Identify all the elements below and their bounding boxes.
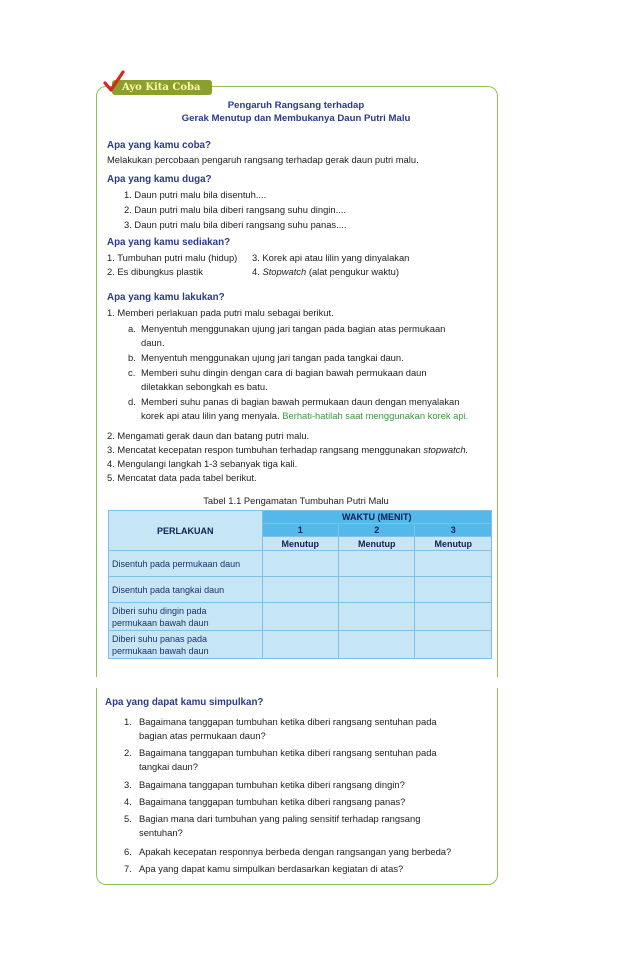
simpulkan-num: 6.: [124, 846, 132, 857]
sub-label: a.: [128, 323, 136, 334]
minute-header: 2: [339, 524, 415, 537]
table-cell: [262, 551, 338, 577]
minute-header: 3: [415, 524, 492, 537]
sub-text: Memberi suhu dingin dengan cara di bagian bawah permukaan daun: [141, 367, 427, 378]
simpulkan-num: 7.: [124, 863, 132, 874]
simpulkan-num: 2.: [124, 747, 132, 758]
table-cell: [415, 551, 492, 577]
table-cell: [339, 603, 415, 631]
table-cell: [262, 577, 338, 603]
activity-tab: [112, 80, 212, 95]
heading-duga: Apa yang kamu duga?: [107, 174, 212, 185]
simpulkan-text: Bagaimana tanggapan tumbuhan ketika diberi rangsang sentuhan pada: [139, 716, 437, 727]
warning-text: Berhati-hatilah saat menggunakan korek api.: [282, 410, 469, 421]
simpulkan-text: Bagaimana tanggapan tumbuhan ketika diberi rangsang panas?: [139, 796, 406, 807]
table-cell: [262, 631, 338, 659]
table-row: [109, 551, 492, 577]
row-label: Disentuh pada tangkai daun: [109, 577, 263, 603]
table-cell: [415, 577, 492, 603]
group-header-waktu: WAKTU (MENIT): [262, 511, 491, 524]
simpulkan-text: Apakah kecepatan responnya berbeda dengan rangsangan yang berbeda?: [139, 846, 452, 857]
simpulkan-text: tangkai daun?: [139, 761, 198, 772]
lakukan-item-5: 5. Mencatat data pada tabel berikut.: [107, 472, 257, 483]
simpulkan-text: Apa yang dapat kamu simpulkan berdasarkan kegiatan di atas?: [139, 863, 404, 874]
tab-label: Ayo Kita Coba: [122, 82, 201, 93]
table-cell: [262, 603, 338, 631]
observation-table: [108, 510, 492, 659]
sediakan-item: 1. Tumbuhan putri malu (hidup): [107, 252, 238, 263]
col-header-perlakuan: PERLAKUAN: [109, 511, 263, 551]
sediakan-item: 2. Es dibungkus plastik: [107, 266, 203, 277]
simpulkan-num: 4.: [124, 796, 132, 807]
row-label: Disentuh pada permukaan daun: [109, 551, 263, 577]
sediakan-item: 4. Stopwatch (alat pengukur waktu): [252, 266, 399, 277]
sub-text: daun.: [141, 337, 165, 348]
duga-item: 2. Daun putri malu bila diberi rangsang suhu dingin....: [124, 204, 347, 215]
sub-label: b.: [128, 352, 136, 363]
duga-item: 3. Daun putri malu bila diberi rangsang suhu panas....: [124, 219, 347, 230]
table-cell: [339, 551, 415, 577]
simpulkan-text: sentuhan?: [139, 827, 183, 838]
heading-lakukan: Apa yang kamu lakukan?: [107, 292, 225, 303]
sediakan-item: 3. Korek api atau lilin yang dinyalakan: [252, 252, 410, 263]
table-cell: [339, 577, 415, 603]
row-label: Diberi suhu panas pada permukaan bawah daun: [109, 631, 263, 659]
minute-header: 1: [262, 524, 338, 537]
sub-text: diletakkan sebongkah es batu.: [141, 381, 268, 392]
duga-item: 1. Daun putri malu bila disentuh....: [124, 189, 267, 200]
simpulkan-text: bagian atas permukaan daun?: [139, 730, 266, 741]
sub-header: Menutup: [339, 537, 415, 551]
table-row: [109, 603, 492, 631]
simpulkan-num: 1.: [124, 716, 132, 727]
simpulkan-text: Bagaimana tanggapan tumbuhan ketika diberi rangsang sentuhan pada: [139, 747, 437, 758]
simpulkan-num: 5.: [124, 813, 132, 824]
simpulkan-text: Bagaimana tanggapan tumbuhan ketika diberi rangsang dingin?: [139, 779, 405, 790]
simpulkan-text: Bagian mana dari tumbuhan yang paling sensitif terhadap rangsang: [139, 813, 421, 824]
title-line-1: Pengaruh Rangsang terhadap: [227, 100, 365, 111]
lakukan-item-3: 3. Mencatat kecepatan respon tumbuhan terhadap rangsang menggunakan stopwatch.: [107, 444, 469, 455]
sub-text: korek api atau lilin yang menyala. Berhati-hatilah saat menggunakan korek api.: [141, 410, 469, 421]
sub-text: Menyentuh menggunakan ujung jari tangan pada tangkai daun.: [141, 352, 404, 363]
lakukan-item-2: 2. Mengamati gerak daun dan batang putri malu.: [107, 430, 310, 441]
table-cell: [415, 631, 492, 659]
sub-label: d.: [128, 396, 136, 407]
table-row: [109, 577, 492, 603]
sub-label: c.: [128, 367, 136, 378]
checkmark-icon: [103, 70, 125, 94]
row-label: Diberi suhu dingin pada permukaan bawah daun: [109, 603, 263, 631]
simpulkan-num: 3.: [124, 779, 132, 790]
heading-sediakan: Apa yang kamu sediakan?: [107, 237, 231, 248]
heading-simpulkan: Apa yang dapat kamu simpulkan?: [105, 697, 264, 708]
sub-text: Menyentuh menggunakan ujung jari tangan pada bagian atas permukaan: [141, 323, 446, 334]
table-cell: [339, 631, 415, 659]
sub-text: Memberi suhu panas di bagian bawah permukaan daun dengan menyalakan: [141, 396, 460, 407]
heading-coba: Apa yang kamu coba?: [107, 140, 211, 151]
lakukan-item-1: 1. Memberi perlakuan pada putri malu sebagai berikut.: [107, 307, 334, 318]
sub-header: Menutup: [415, 537, 492, 551]
lakukan-item-4: 4. Mengulangi langkah 1-3 sebanyak tiga kali.: [107, 458, 298, 469]
table-cell: [415, 603, 492, 631]
table-row: [109, 631, 492, 659]
sub-header: Menutup: [262, 537, 338, 551]
title-line-2: Gerak Menutup dan Membukanya Daun Putri Malu: [181, 113, 411, 124]
text-coba: Melakukan percobaan pengaruh rangsang terhadap gerak daun putri malu.: [107, 154, 419, 165]
table-caption: Tabel 1.1 Pengamatan Tumbuhan Putri Malu: [203, 495, 389, 506]
